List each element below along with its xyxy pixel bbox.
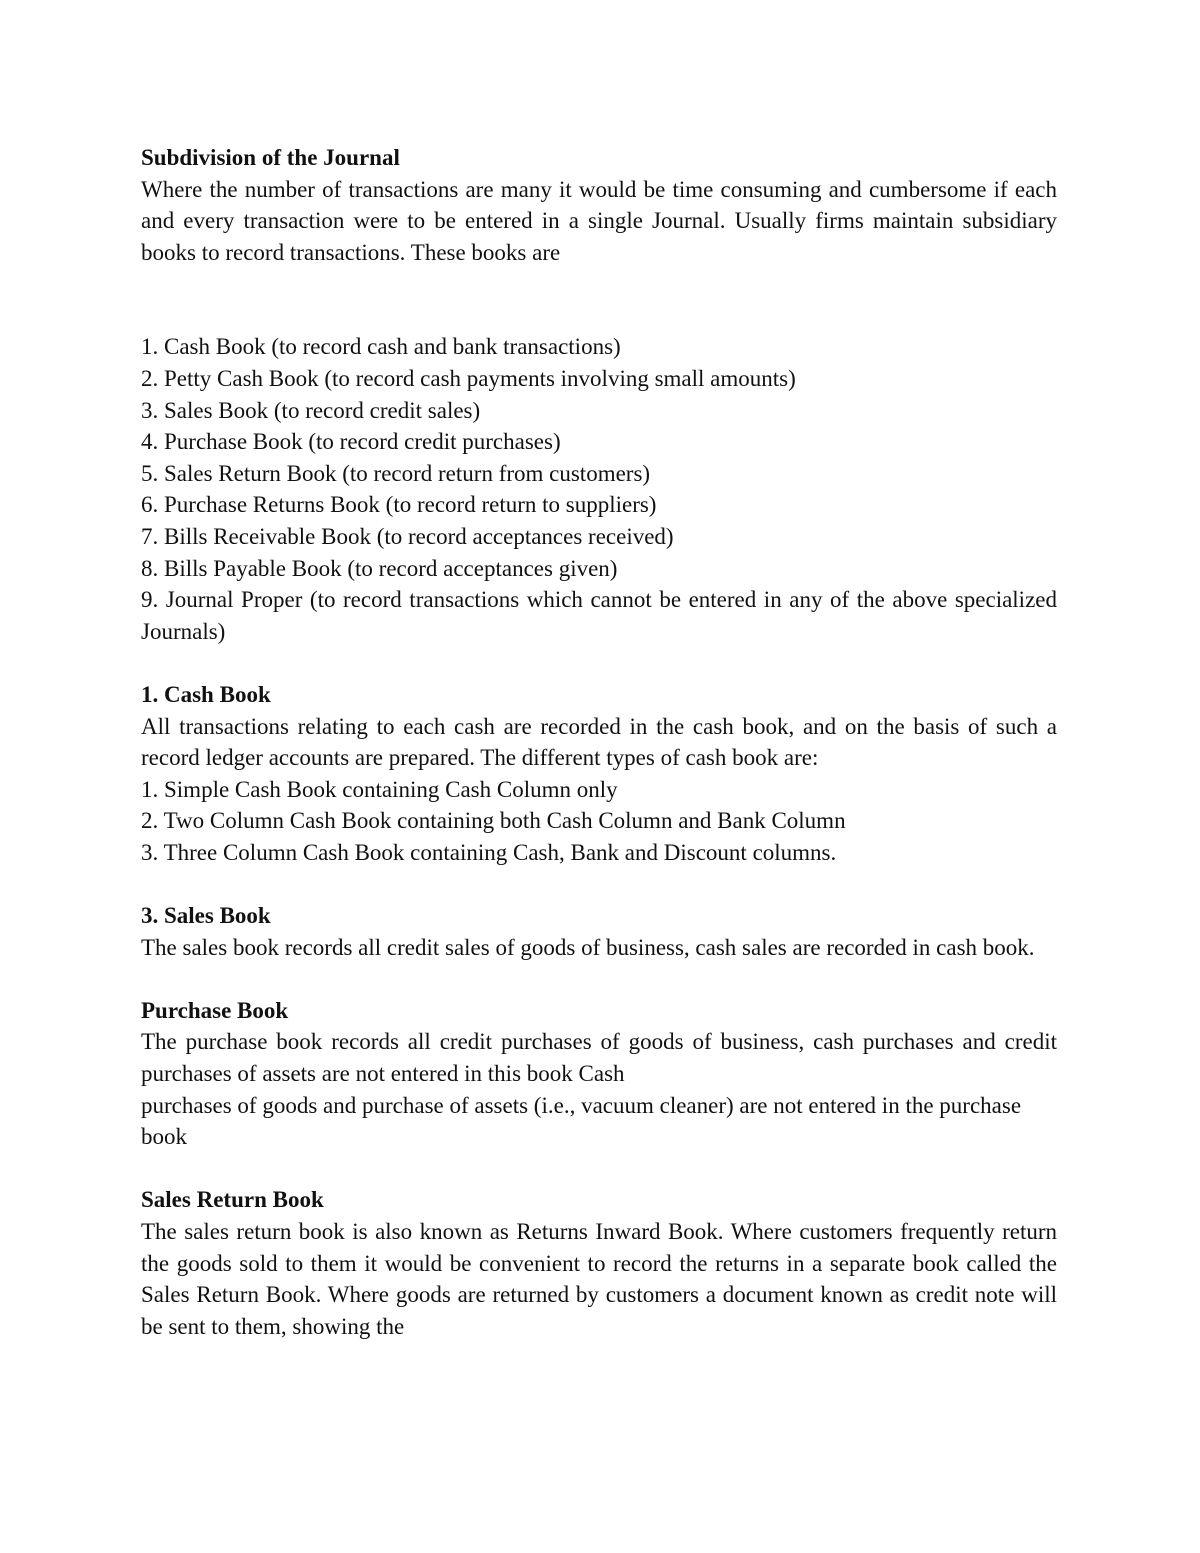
section-title-sales-book: 3. Sales Book xyxy=(141,903,271,929)
intro-paragraph: Where the number of transactions are many it would be time consuming and cumbersome if each and every transaction were to be entered in a single Journal. Usually firms maintain subsidiary books to record transactions. These books are xyxy=(141,176,1057,265)
sales-return-book-paragraph: The sales return book is also known as Returns Inward Book. Where customers frequently return the goods sold to them it would be convenient to record the returns in a separate book called the Sales Return Book. Where goods are returned by customers a document known as credit note will be sent to them, showing the xyxy=(141,1219,1057,1339)
list-item: 9. Journal Proper (to record transactions which cannot be entered in any of the above specialized Journals) xyxy=(141,587,1057,644)
subsidiary-books-list xyxy=(141,331,1057,647)
purchase-book-paragraph-continued: purchases of goods and purchase of assets (i.e., vacuum cleaner) are not entered in the purchase book xyxy=(141,1092,1022,1150)
section-title-sales-return-book: Sales Return Book xyxy=(141,1187,324,1213)
section-title-cash-book: 1. Cash Book xyxy=(141,681,271,707)
spacer xyxy=(141,868,1057,900)
cash-book-types-list xyxy=(141,774,1057,869)
list-item: 1. Cash Book (to record cash and bank transactions) xyxy=(141,334,621,360)
list-item: 2. Two Column Cash Book containing both Cash Column and Bank Column xyxy=(141,808,846,834)
list-item: 5. Sales Return Book (to record return from customers) xyxy=(141,460,651,486)
spacer xyxy=(141,647,1057,679)
spacer xyxy=(141,1153,1057,1185)
spacer xyxy=(141,268,1057,331)
list-item: 2. Petty Cash Book (to record cash payments involving small amounts) xyxy=(141,365,796,391)
list-item: 3. Three Column Cash Book containing Cash, Bank and Discount columns. xyxy=(141,839,837,865)
cash-book-paragraph: All transactions relating to each cash are recorded in the cash book, and on the basis of such a record ledger accounts are prepared. The different types of cash book are: xyxy=(141,713,1057,771)
section-title-purchase-book: Purchase Book xyxy=(141,997,289,1023)
document-page xyxy=(141,142,1057,1342)
section-title-subdivision: Subdivision of the Journal xyxy=(141,145,400,170)
list-item: 8. Bills Payable Book (to record acceptances given) xyxy=(141,555,618,581)
sales-book-paragraph: The sales book records all credit sales of goods of business, cash sales are recorded in cash book. xyxy=(141,934,1035,960)
list-item: 1. Simple Cash Book containing Cash Column only xyxy=(141,776,618,802)
purchase-book-paragraph: The purchase book records all credit purchases of goods of business, cash purchases and credit purchases of assets are not entered in this book Cash xyxy=(141,1029,1057,1087)
list-item: 4. Purchase Book (to record credit purchases) xyxy=(141,429,561,455)
list-item: 7. Bills Receivable Book (to record acceptances received) xyxy=(141,523,674,549)
list-item: 6. Purchase Returns Book (to record return to suppliers) xyxy=(141,492,657,518)
list-item: 3. Sales Book (to record credit sales) xyxy=(141,397,481,423)
spacer xyxy=(141,963,1057,995)
